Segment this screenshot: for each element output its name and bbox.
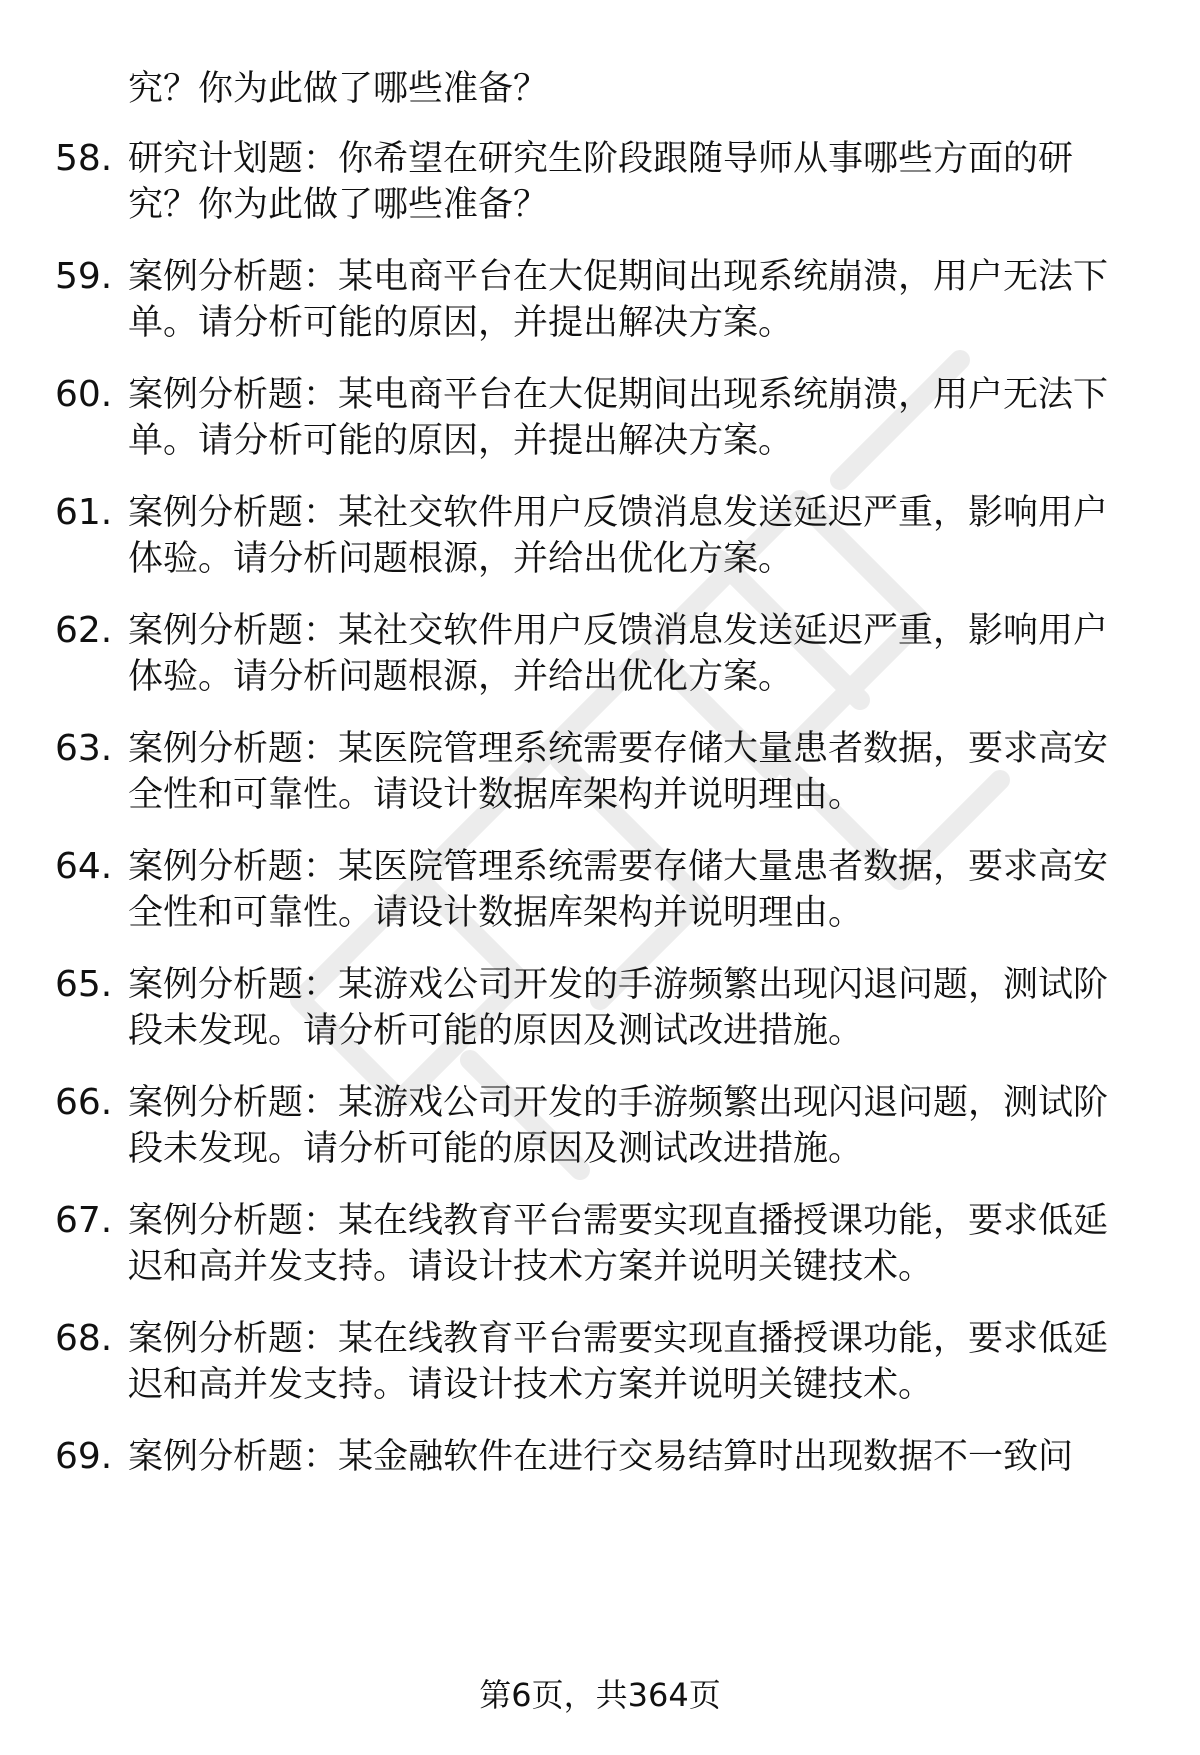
question-text-line: 迟和高并发支持。请设计技术方案并说明关键技术。 [128, 1365, 934, 1405]
question-number: 68. [55, 1318, 113, 1359]
question-text-line: 段未发现。请分析可能的原因及测试改进措施。 [128, 1011, 864, 1051]
question-number: 58. [55, 138, 113, 179]
question-number: 59. [55, 256, 113, 297]
question-text-line: 全性和可靠性。请设计数据库架构并说明理由。 [128, 893, 864, 933]
question-text-line: 迟和高并发支持。请设计技术方案并说明关键技术。 [128, 1247, 934, 1287]
question-text-line: 究？你为此做了哪些准备？ [128, 185, 549, 225]
question-text-line: 案例分析题：某医院管理系统需要存储大量患者数据，要求高安 [128, 729, 1109, 769]
question-number: 64. [55, 846, 113, 887]
question-number: 65. [55, 964, 113, 1005]
question-text-line: 案例分析题：某在线教育平台需要实现直播授课功能，要求低延 [128, 1201, 1109, 1241]
question-text-line: 案例分析题：某社交软件用户反馈消息发送延迟严重，影响用户 [128, 611, 1109, 651]
question-number: 63. [55, 728, 113, 769]
question-text-line: 研究计划题：你希望在研究生阶段跟随导师从事哪些方面的研 [128, 139, 1074, 179]
question-text-line: 案例分析题：某游戏公司开发的手游频繁出现闪退问题，测试阶 [128, 965, 1109, 1005]
page-footer: 第6页，共364页 [479, 1676, 721, 1714]
question-text-line: 案例分析题：某游戏公司开发的手游频繁出现闪退问题，测试阶 [128, 1083, 1109, 1123]
question-text-line: 体验。请分析问题根源，并给出优化方案。 [128, 657, 794, 697]
question-number: 61. [55, 492, 113, 533]
question-text-line: 单。请分析可能的原因，并提出解决方案。 [128, 303, 794, 343]
question-number: 66. [55, 1082, 113, 1123]
question-text-line: 案例分析题：某医院管理系统需要存储大量患者数据，要求高安 [128, 847, 1109, 887]
question-text-line: 案例分析题：某金融软件在进行交易结算时出现数据不一致问 [128, 1437, 1074, 1477]
question-text-line: 案例分析题：某社交软件用户反馈消息发送延迟严重，影响用户 [128, 493, 1109, 533]
question-text-line: 单。请分析可能的原因，并提出解决方案。 [128, 421, 794, 461]
question-text-line: 案例分析题：某电商平台在大促期间出现系统崩溃，用户无法下 [128, 257, 1109, 297]
question-text-line: 案例分析题：某电商平台在大促期间出现系统崩溃，用户无法下 [128, 375, 1109, 415]
question-text-line: 体验。请分析问题根源，并给出优化方案。 [128, 539, 794, 579]
question-text-line: 究？你为此做了哪些准备？ [128, 69, 549, 109]
question-number: 67. [55, 1200, 113, 1241]
question-number: 62. [55, 610, 113, 651]
question-text-line: 段未发现。请分析可能的原因及测试改进措施。 [128, 1129, 864, 1169]
question-number: 60. [55, 374, 113, 415]
question-text-line: 全性和可靠性。请设计数据库架构并说明理由。 [128, 775, 864, 815]
question-text-line: 案例分析题：某在线教育平台需要实现直播授课功能，要求低延 [128, 1319, 1109, 1359]
question-number: 69. [55, 1436, 113, 1477]
